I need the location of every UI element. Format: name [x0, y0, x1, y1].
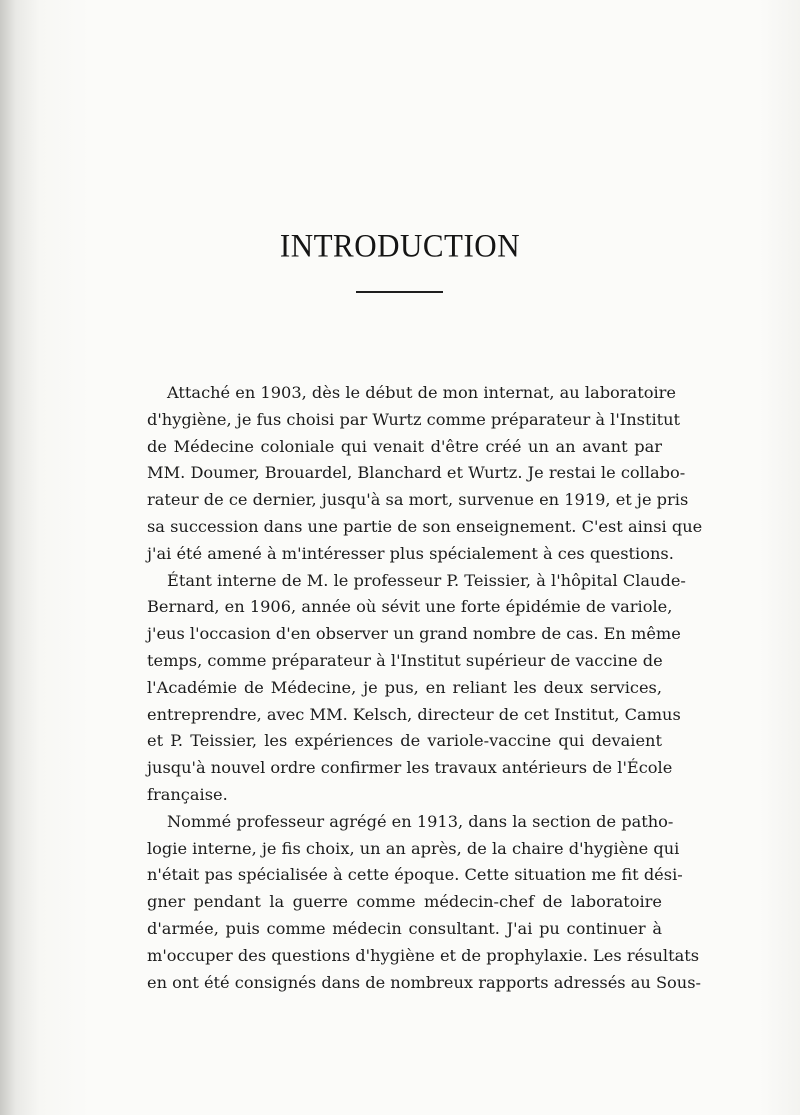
paragraph-1 — [147, 380, 703, 568]
text-line: française. — [147, 784, 228, 804]
text-line: en ont été consignés dans de nombreux rapports adressés au Sous- — [147, 972, 701, 992]
text-line: Étant interne de M. le professeur P. Teissier, à l'hôpital Claude- — [167, 570, 686, 590]
text-line: d'hygiène, je fus choisi par Wurtz comme préparateur à l'Institut — [147, 409, 681, 429]
text-line: j'eus l'occasion d'en observer un grand nombre de cas. En même — [147, 624, 681, 644]
text-line: d'armée, puis comme médecin consultant. J'ai pu continuer à — [147, 918, 662, 938]
text-line: rateur de ce dernier, jusqu'à sa mort, survenue en 1919, et je pris — [147, 490, 689, 510]
text-line: de Médecine coloniale qui venait d'être créé un an avant par — [147, 436, 662, 456]
text-line: m'occuper des questions d'hygiène et de prophylaxie. Les résultats — [147, 945, 700, 965]
text-line: et P. Teissier, les expériences de variole-vaccine qui devaient — [147, 731, 662, 751]
text-line: MM. Doumer, Brouardel, Blanchard et Wurtz. Je restai le collabo- — [147, 463, 686, 483]
paragraph-3 — [147, 809, 701, 997]
text-line: gner pendant la guerre comme médecin-chef de laboratoire — [147, 892, 662, 912]
text-line: jusqu'à nouvel ordre confirmer les travaux antérieurs de l'École — [147, 758, 673, 778]
text-line: logie interne, je fis choix, un an après, de la chaire d'hygiène qui — [147, 838, 680, 858]
text-line: Attaché en 1903, dès le début de mon internat, au laboratoire — [167, 383, 676, 402]
text-line: j'ai été amené à m'intéresser plus spécialement à ces questions. — [147, 543, 674, 563]
text-line: temps, comme préparateur à l'Institut supérieur de vaccine de — [147, 650, 663, 670]
text-line: Bernard, en 1906, année où sévit une forte épidémie de variole, — [147, 597, 673, 617]
text-line: entreprendre, avec MM. Kelsch, directeur de cet Institut, Camus — [147, 704, 681, 724]
paragraph-2 — [147, 568, 686, 809]
text-line: sa succession dans une partie de son enseignement. C'est ainsi que — [147, 516, 703, 536]
title-underline-rule — [356, 291, 443, 293]
body-text — [147, 380, 703, 996]
text-line: l'Académie de Médecine, je pus, en reliant les deux services, — [147, 677, 662, 697]
text-line: Nommé professeur agrégé en 1913, dans la section de patho- — [167, 811, 674, 831]
text-line: n'était pas spécialisée à cette époque. Cette situation me fit dési- — [147, 865, 683, 885]
chapter-title: INTRODUCTION — [279, 226, 521, 265]
